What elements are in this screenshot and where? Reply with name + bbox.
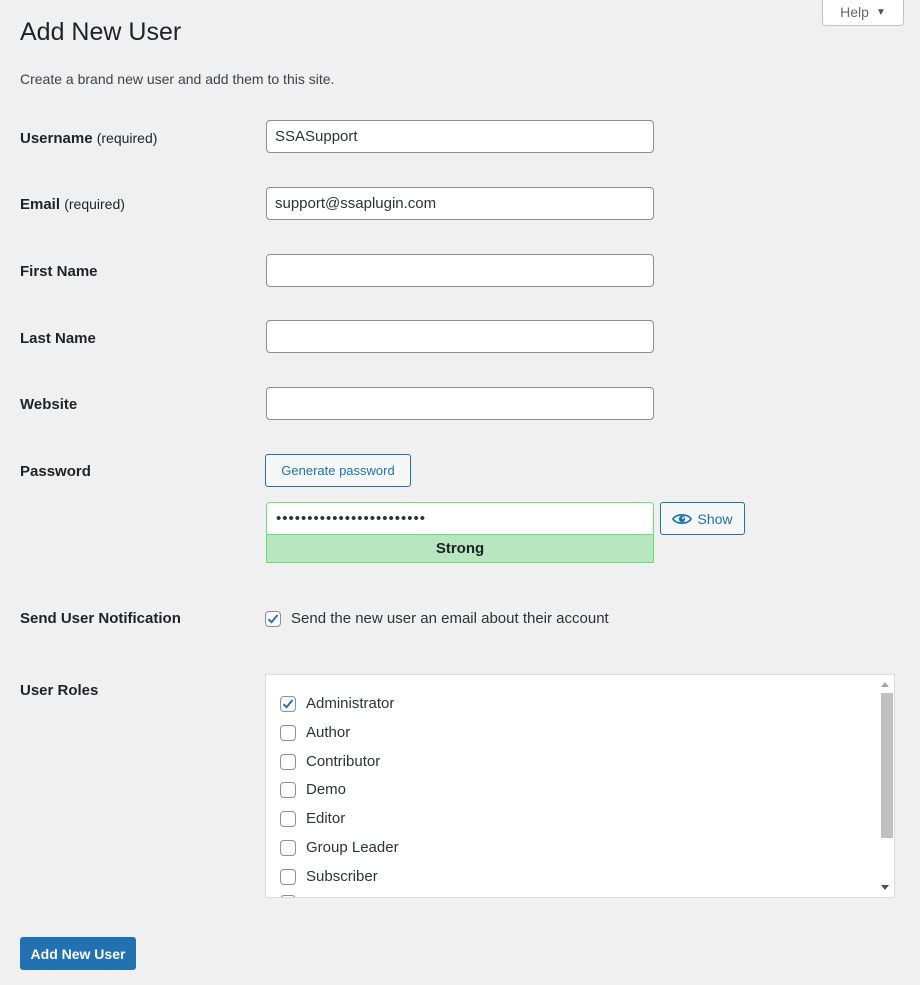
password-label: Password bbox=[20, 463, 91, 480]
role-item-group-leader bbox=[280, 839, 399, 856]
role-checkbox-editor[interactable] bbox=[280, 811, 296, 827]
checkmark-icon bbox=[281, 697, 295, 711]
role-item-author bbox=[280, 724, 350, 741]
role-checkbox-administrator[interactable] bbox=[280, 696, 296, 712]
last-name-label: Last Name bbox=[20, 330, 96, 347]
caret-down-icon: ▼ bbox=[875, 6, 886, 18]
website-input[interactable] bbox=[266, 387, 654, 420]
page-title: Add New User bbox=[20, 18, 182, 46]
email-label bbox=[20, 196, 125, 213]
role-label: Demo bbox=[306, 781, 347, 798]
role-checkbox-subscriber[interactable] bbox=[280, 869, 296, 885]
role-label: Subscriber bbox=[306, 868, 378, 885]
show-password-button[interactable] bbox=[660, 502, 745, 535]
notification-label: Send User Notification bbox=[20, 610, 181, 627]
role-label: Author bbox=[306, 724, 351, 741]
role-checkbox-author[interactable] bbox=[280, 725, 296, 741]
role-item-administrator bbox=[280, 695, 394, 712]
role-checkbox-contributor[interactable] bbox=[280, 754, 296, 770]
password-strength-label: Strong bbox=[435, 540, 485, 557]
username-required-note: (required) bbox=[96, 130, 158, 146]
email-input[interactable] bbox=[266, 187, 654, 220]
role-label: Administrator bbox=[306, 695, 395, 712]
role-checkbox-demo[interactable] bbox=[280, 782, 296, 798]
website-label: Website bbox=[20, 396, 78, 413]
help-label: Help bbox=[840, 4, 869, 20]
scrollbar-thumb[interactable] bbox=[881, 693, 893, 838]
role-item-demo bbox=[280, 781, 346, 798]
page-description: Create a brand new user and add them to this site. bbox=[20, 71, 335, 87]
add-new-user-button[interactable] bbox=[20, 937, 136, 970]
scroll-down-arrow-icon[interactable] bbox=[881, 885, 889, 890]
notification-option bbox=[265, 610, 609, 627]
scroll-up-arrow-icon[interactable] bbox=[881, 682, 889, 687]
role-item-subscriber bbox=[280, 868, 378, 885]
role-item-partial bbox=[280, 895, 296, 898]
last-name-input[interactable] bbox=[266, 320, 654, 353]
email-label-text: Email bbox=[20, 196, 61, 213]
role-item-editor bbox=[280, 810, 345, 827]
role-item-contributor bbox=[280, 753, 380, 770]
password-masked-value: •••••••••••••••••••••••• bbox=[276, 510, 427, 527]
email-required-note: (required) bbox=[64, 196, 125, 212]
role-checkbox-partial[interactable] bbox=[280, 895, 296, 898]
first-name-input[interactable] bbox=[266, 254, 654, 287]
checkmark-icon bbox=[266, 612, 280, 626]
show-password-label: Show bbox=[697, 510, 733, 527]
first-name-label: First Name bbox=[20, 263, 98, 280]
username-label bbox=[20, 130, 157, 147]
roles-scrollbar[interactable] bbox=[877, 675, 894, 897]
user-roles-list[interactable] bbox=[265, 674, 895, 898]
user-roles-label: User Roles bbox=[20, 682, 99, 699]
username-label-text: Username bbox=[20, 130, 93, 147]
role-label: Contributor bbox=[306, 753, 381, 770]
notification-checkbox[interactable] bbox=[265, 611, 281, 627]
add-new-user-label: Add New User bbox=[30, 945, 126, 962]
role-label: Editor bbox=[306, 810, 346, 827]
generate-password-button[interactable] bbox=[265, 454, 411, 487]
role-checkbox-group-leader[interactable] bbox=[280, 840, 296, 856]
generate-password-label: Generate password bbox=[281, 463, 395, 478]
notification-checkbox-label: Send the new user an email about their account bbox=[291, 610, 609, 627]
password-strength-meter bbox=[266, 534, 654, 563]
password-input[interactable] bbox=[266, 502, 654, 535]
help-tab-button[interactable] bbox=[822, 0, 904, 26]
role-label: Group Leader bbox=[306, 839, 399, 856]
username-input[interactable] bbox=[266, 120, 654, 153]
eye-icon bbox=[672, 512, 692, 526]
